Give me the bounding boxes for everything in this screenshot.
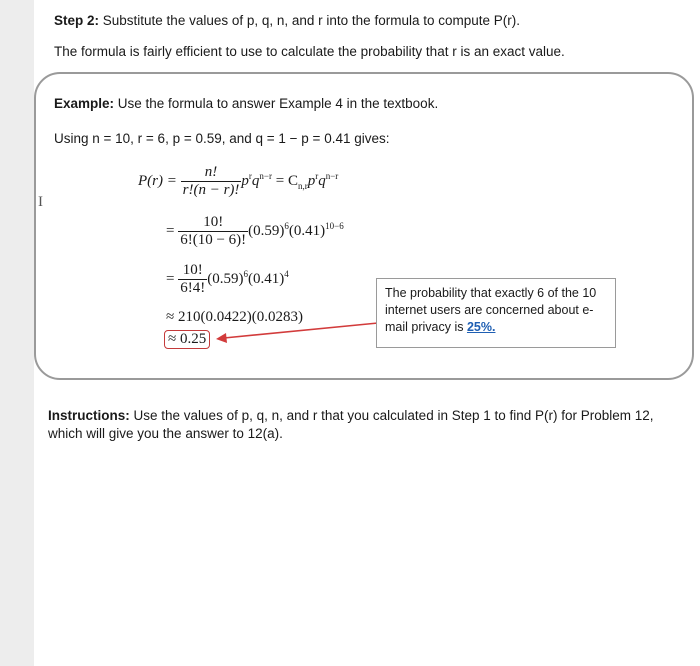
f3-p: (0.59) [207,270,244,287]
f3-q: (0.41) [247,270,285,287]
text-cursor-icon: I [38,194,43,210]
q-exp: n−r [259,170,272,181]
formula-line-2 [166,214,344,249]
f2-q-exp: 10−6 [325,220,344,231]
formula-note: The formula is fairly efficient to use to calculate the probability that r is an exact value. [54,44,565,59]
c-sub: n,r [297,180,308,191]
f2-q: (0.41) [288,222,326,239]
step-2-line [54,13,520,28]
callout-highlight: 25%. [466,320,496,334]
eq-c: = C [271,172,298,189]
lhs: P(r) = [138,172,177,189]
example-label: Example: [54,96,115,111]
instructions-label: Instructions: [48,408,130,423]
instructions-text: Use the values of p, q, n, and r that you calculated in Step 1 to find P(r) for Problem 12, which will give you the answer to 12(a). [48,408,654,441]
fraction-3-denominator: 6!4! [180,280,206,296]
callout-box [376,278,616,348]
instructions [48,407,668,443]
example-text: Use the formula to answer Example 4 in the textbook. [114,96,439,111]
step-label: Step 2: [54,13,100,28]
p2-exp: r [315,170,319,181]
fraction-2-numerator: 10! [203,214,224,230]
f3-q-exp: 4 [284,268,289,279]
fraction-1-denominator: r!(n − r)! [182,182,240,198]
f2-p-exp: 6 [284,220,289,231]
formula-line-4: ≈ 210(0.0422)(0.0283) [166,309,303,325]
callout-text: The probability that exactly 6 of the 10 internet users are concerned about e-mail privacy is [385,286,597,334]
answer-box: ≈ 0.25 [164,330,210,349]
p: p [241,172,249,189]
fraction-1-numerator: n! [204,164,218,180]
fraction-3-numerator: 10! [182,262,203,278]
eq-2: = [166,222,175,239]
q: q [251,172,260,189]
fraction-1 [181,164,242,199]
using-line: Using n = 10, r = 6, p = 0.59, and q = 1 − p = 0.41 gives: [54,131,390,146]
formula-line-3 [166,262,289,297]
f2-p: (0.59) [248,222,285,239]
example-title [54,96,438,111]
q2: q [318,172,326,189]
fraction-3 [178,262,207,297]
step-text: Substitute the values of p, q, n, and r into the formula to compute P(r). [99,13,520,28]
f3-p-exp: 6 [243,268,248,279]
fraction-2 [178,214,248,249]
arrow-icon [214,318,380,344]
q2-exp: n−r [325,170,339,181]
fraction-2-denominator: 6!(10 − 6)! [180,232,247,248]
formula-line-1 [138,164,338,199]
document-page [34,0,700,666]
eq-3: = [166,270,175,287]
p2: p [307,172,316,189]
p-exp: r [248,170,252,181]
